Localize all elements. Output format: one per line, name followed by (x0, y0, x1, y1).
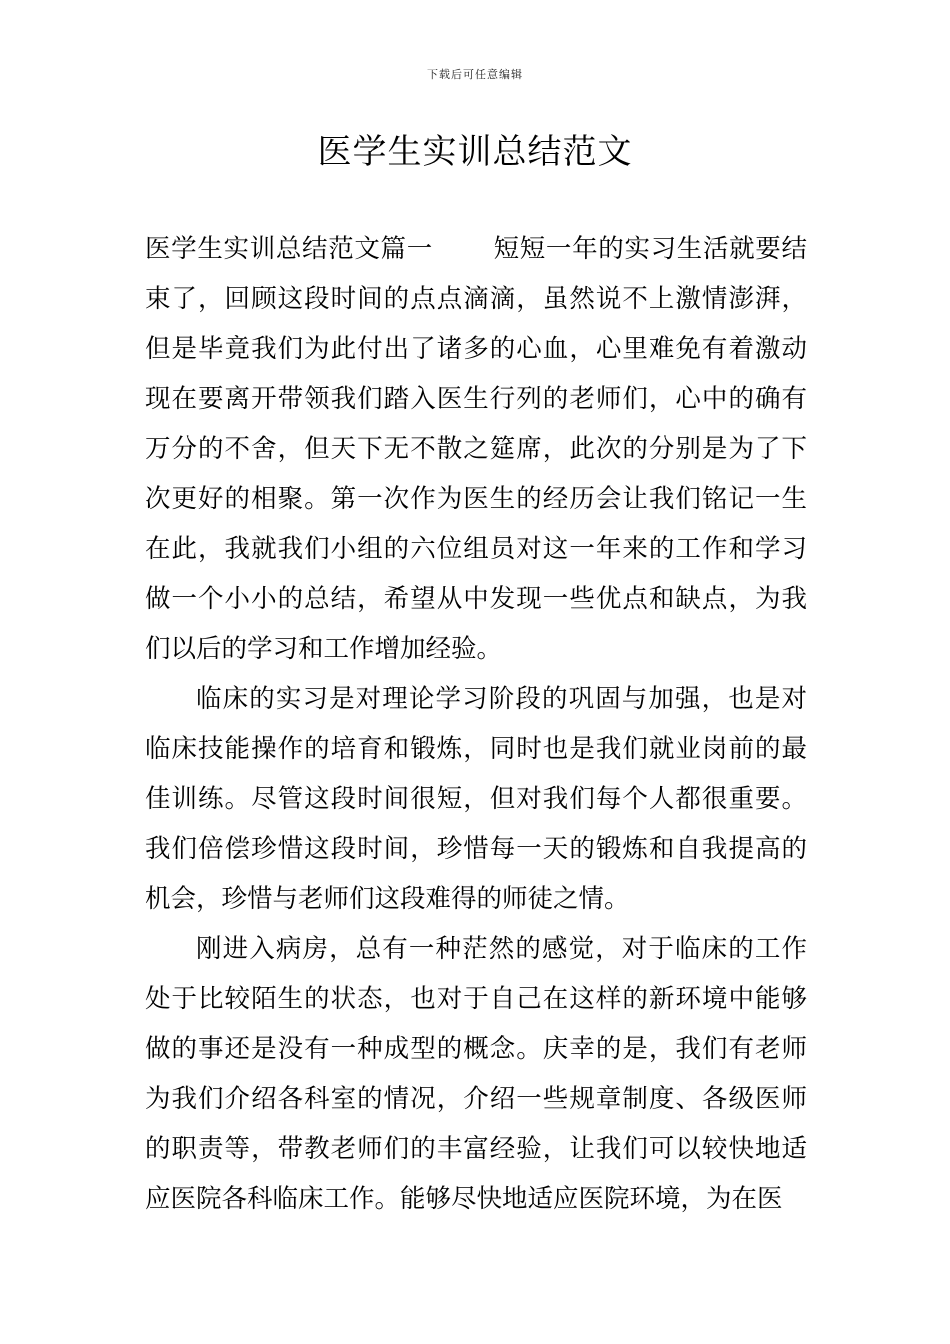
paragraph-1 (145, 224, 807, 674)
section-lead: 医学生实训总结范文篇一 (145, 234, 433, 264)
header-note: 下载后可任意编辑 (427, 68, 523, 81)
document-title: 医学生实训总结范文 (317, 132, 633, 172)
paragraph-2: 临床的实习是对理论学习阶段的巩固与加强，也是对临床技能操作的培育和锻炼，同时也是我们就业岗前的最佳训练。尽管这段时间很短，但对我们每个人都很重要。我们倍偿珍惜这段时间，珍惜每一天的锻炼和自我提高的机会，珍惜与老师们这段难得的师徒之情。 (145, 684, 807, 914)
paragraph-1-text: 短短一年的实习生活就要结束了，回顾这段时间的点点滴滴，虽然说不上激情澎湃，但是毕竟我们为此付出了诸多的心血，心里难免有着激动现在要离开带领我们踏入医生行列的老师们，心中的确有万分的不舍，但天下无不散之筵席，此次的分别是为了下次更好的相聚。第一次作为医生的经历会让我们铭记一生在此，我就我们小组的六位组员对这一年来的工作和学习做一个小小的总结，希望从中发现一些优点和缺点，为我们以后的学习和工作增加经验。 (145, 234, 807, 664)
paragraph-3: 刚进入病房，总有一种茫然的感觉，对于临床的工作处于比较陌生的状态，也对于自己在这样的新环境中能够做的事还是没有一种成型的概念。庆幸的是，我们有老师为我们介绍各科室的情况，介绍一些规章制度、各级医师的职责等，带教老师们的丰富经验，让我们可以较快地适应医院各科临床工作。能够尽快地适应医院环境，为在医 (145, 934, 807, 1214)
document-body (145, 224, 807, 1224)
